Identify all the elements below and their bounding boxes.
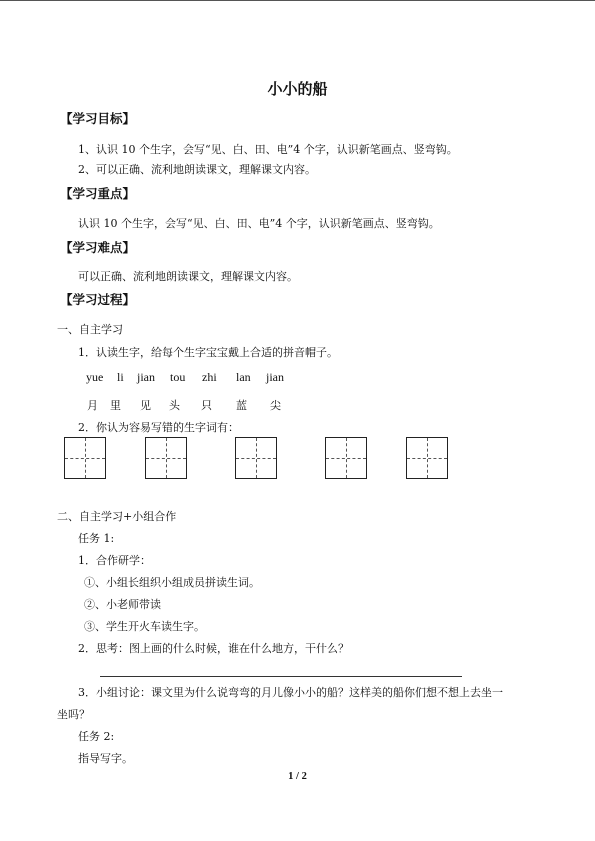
- character-item: 头: [169, 399, 180, 412]
- pinyin-item: zhi: [202, 370, 217, 384]
- part1-question-2: 2．你认为容易写错的生字词有：: [78, 421, 239, 434]
- character-item: 月: [87, 399, 98, 412]
- page-number: 1 / 2: [288, 771, 307, 782]
- difficulties-text: 可以正确、流利地朗读课文，理解课文内容。: [78, 270, 298, 283]
- header-rule: [0, 0, 595, 1]
- step2-question: 2．思考：图上画的什么时候，谁在什么地方，干什么？: [78, 642, 349, 655]
- goal-item-1: 1、认识 10 个生字，会写“见、白、田、电”4 个字，认识新笔画点、竖弯钩。: [78, 143, 458, 156]
- step3-question-line1: 3．小组讨论：课文里为什么说弯弯的月儿像小小的船？这样美的船你们想不想上去坐一: [78, 686, 503, 699]
- substep-item: ②、小老师带读: [84, 598, 161, 611]
- goals-heading: 【学习目标】: [60, 111, 136, 126]
- writing-grid-box: [325, 437, 367, 479]
- task1-label: 任务 1:: [78, 532, 115, 545]
- page-title: 小小的船: [267, 80, 328, 98]
- character-item: 里: [110, 399, 121, 412]
- pinyin-item: lan: [236, 370, 251, 384]
- process-heading: 【学习过程】: [60, 292, 136, 307]
- writing-grid-box: [145, 437, 187, 479]
- part2-title: 二、自主学习+小组合作: [57, 510, 177, 523]
- character-item: 尖: [270, 399, 281, 412]
- pinyin-item: yue: [86, 370, 104, 384]
- part1-question-1: 1．认读生字，给每个生字宝宝戴上合适的拼音帽子。: [78, 346, 338, 359]
- writing-grid-box: [406, 437, 448, 479]
- step3-question-line2: 坐吗？: [57, 708, 90, 721]
- character-item: 只: [201, 399, 212, 412]
- guide-text: 指导写字。: [78, 752, 133, 765]
- task2-label: 任务 2:: [78, 730, 115, 743]
- part1-title: 一、自主学习: [57, 323, 123, 336]
- answer-line: [100, 676, 462, 677]
- pinyin-item: jian: [137, 370, 155, 384]
- substep-item: ①、小组长组织小组成员拼读生词。: [84, 576, 260, 589]
- substep-item: ③、学生开火车读生字。: [84, 620, 205, 633]
- character-item: 见: [140, 399, 151, 412]
- writing-grid-box: [64, 437, 106, 479]
- pinyin-item: tou: [170, 370, 186, 384]
- difficulties-heading: 【学习难点】: [60, 240, 136, 255]
- step1-label: 1．合作研学：: [78, 554, 151, 567]
- writing-grid-box: [235, 437, 277, 479]
- pinyin-item: jian: [266, 370, 284, 384]
- key-points-text: 认识 10 个生字，会写“见、白、田、电”4 个字，认识新笔画点、竖弯钩。: [78, 217, 440, 230]
- pinyin-item: li: [117, 370, 124, 384]
- key-points-heading: 【学习重点】: [60, 186, 136, 201]
- character-item: 蓝: [236, 399, 247, 412]
- goal-item-2: 2、可以正确、流利地朗读课文，理解课文内容。: [78, 163, 316, 176]
